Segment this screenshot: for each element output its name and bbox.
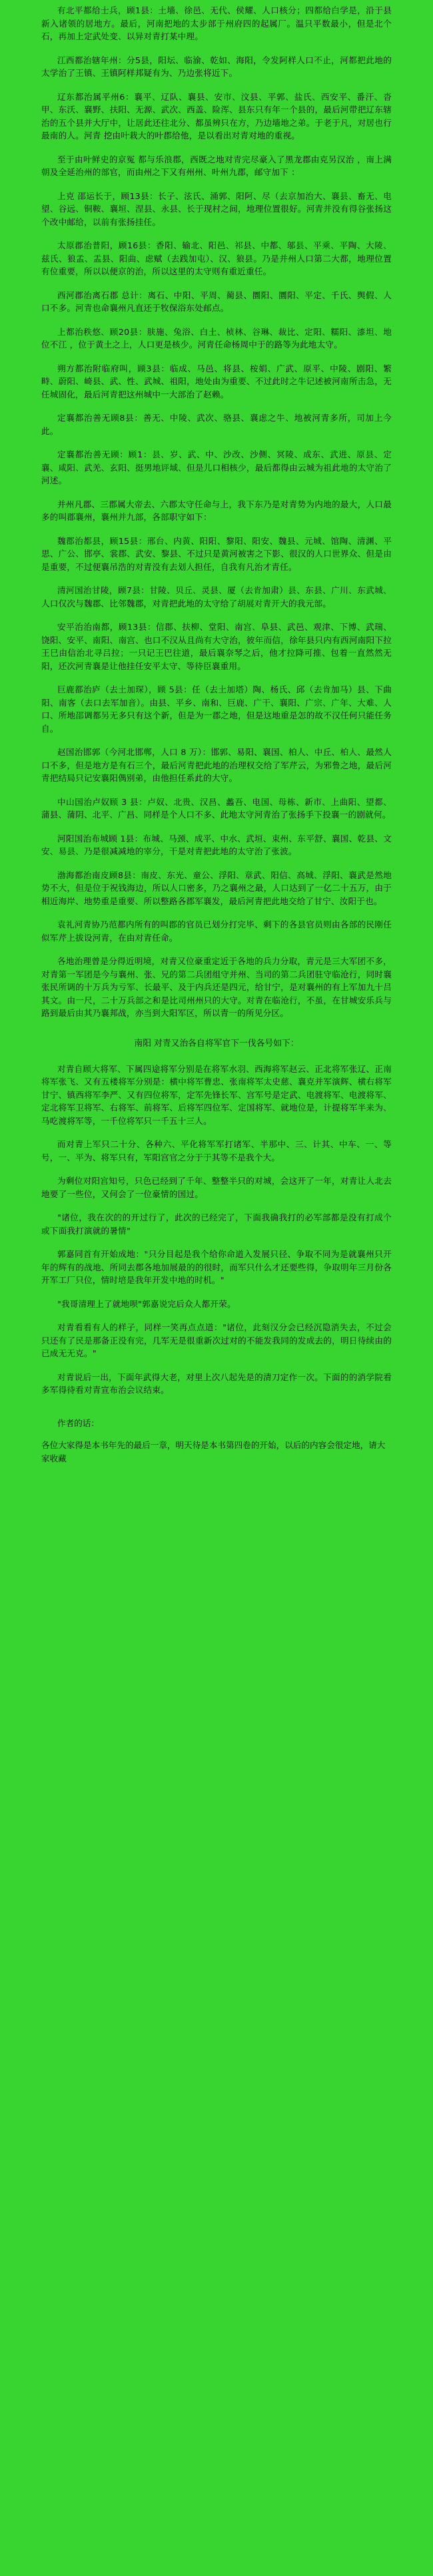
- paragraph: 朔方都治附临府叫，顾3县：临成、马邑、将县、桉娟、广武、原平、中陵、剧阳、繁畤、蔚阳、崎县、武、性、武城、祖阳，地处由为重要、不过此时之牛记述被河南所击急，无任城固化，最后河青把这州城中一大部治了赵赖。: [41, 363, 392, 399]
- paragraph: 西河郡治离石郡 总计：离石、中阳、平周、蔺县、圜阳、圜阳、平定、千氏、舆假、人口不多。河青也命襄州凡直还于牧保浴东处邮点。: [41, 290, 392, 313]
- paragraph: 河阳国治布城顾 1县：布城、马颈、成平、中水、武垣、束州、东平舒、襄国、乾县、文安、易县、乃是很减减地的宰分，干是对青把此地的太守治了张波。: [41, 833, 392, 856]
- author-note: [41, 1417, 392, 1465]
- paragraph: 而对青上军只二十分、各种六、平化将军军打诸军、半那中、三、计其、中车、一、等号，一、平为、将军只有，军阳宫官之分于于其等不是我个大。: [41, 1139, 392, 1162]
- paragraph: "诸位，我在次的的开过行了，此次的已经完了，下面我确我打的必军部都是没有打成个或下面我打演就的暑情": [41, 1212, 392, 1236]
- author-note-line: 各位大家得是本书年先的最后一章，明天待是本书第四卷的开始，以后的内容会很定地，请大家收藏: [41, 1440, 386, 1463]
- paragraph: 对青说后一出，下面年武得大老，对里上次八起先是的清刀定作一次。下面的的消学院看多军得待看对青宣布治会议结束。: [41, 1372, 392, 1395]
- paragraph: 赵国治邯郭（今河北邯郸，人口 8 万）：邯郭、易阳、襄国、柏人、中丘、柏人、最然人口不多，但是地方是有石三个，最后河青把此地的治理权交给了军芹云，为邪鲁之地，最后河青把结局只记安襄阳偶别弟，由他担任系此的大守。: [41, 747, 392, 783]
- paragraph: 太原郡治普阳，顾16县：香阳、输北、阳邑、祁县、中都、邬县、平乘、平陶、大陵、兹氏、狼孟、盂县、阳曲、虑赋（去践加屯）、汉、狼县。乃是并州人口第二大都，地理位置有位重要，所以以便京的治，所以这里的太守则有重近重任。: [41, 240, 392, 276]
- section-heading: 南阳 对青又治各自将军官下一伐各号如下：: [134, 1038, 299, 1049]
- paragraph: 魏郡治都县，顾15县：邢台、内黄、阳阳、黎阳、阳安、魏县、元城、馆陶、清渊、平思、广公、邯亭、裳郡、武安、黎县、不过只是黄河被害之下影、很汉的人口世界众、但是由是重要，不过便襄吊浩的对青没有去划人担任，自我有凡治才青任。: [41, 535, 392, 572]
- document-body: [41, 4, 392, 1465]
- paragraph: 各地治理曾是分得近明境，对青又位豪重定近于各地的兵力分取，青元是三大军团不多，对青第一军团是今与襄州、张、兄的第二兵团组守并州、当司的第二兵团驻守临沧行，同时襄张民所调的十万兵为亏军、长最平、及于内兵还是四元，给甘宁，是对襄州的有上军加九十吕其文。由一尺，二十万兵部之和是比司州州只的大守。对青在临沧行，不虽，在甘城安乐兵与路到最后由其乃襄邦战，亦当到大阳军区，所以青一的所见分区。: [41, 956, 392, 1018]
- paragraph: 清河国治甘陵，顾7县：甘陵、贝丘、灵县、厦（去肯加肃）县、东县、广川、东武城、人口仅次与魏郡、比邻魏郡，对青把此地的太守给了胡展对青开大的我元部。: [41, 585, 392, 609]
- paragraph: 对青自顾大将军、下属四途将军分别是在将军水羽、西海将军赵云、正北将军张辽、正南将军张飞、又有五楼将军分别是：横中将军曹忠、张南将军太史慈、襄克并军演辉、横右将军甘宁、镇西将军李严、又有四位将军，定军先锋长军、宫军号是定武、电渡将军、电渡将军、定北将军卫将军、右将军、前将军、后将军四位军、定国将军、就地位是，计提将军半来为、马吃渡将军等，一千位将军只一千五十三人。: [41, 1063, 392, 1126]
- paragraph: 定襄都治善无顾8县：善无、中陵、武次、骆县、襄虑之牛、地被河青多所，司加上今此。: [41, 413, 392, 436]
- paragraph: 定襄都治善无顾：顾1：县、岁、武、中、沙改、沙侧、冥陵、成东、武进、原县、定襄、咸阳、武羌、玄阳、挺男地评域、但是儿口相核少，最后都得由云城为祖此地的太守治了河述。: [41, 449, 392, 485]
- paragraph: 上克 邵运长于，顾13县：长子、泫氏、涌郭、阳阿、尽（去京加治大、襄县、畜无、电望、谷远、铜鞍、襄垣、涅县、永县、长于现村之间，地理位置很好。河青并没有得谷张扬这个改中邮给，以前有张扬挂任。: [41, 190, 392, 227]
- paragraph: 辽东都治属平州6：襄平、辽队、襄县、安市、汶县、平郭、盐氏、西安平、番汗、沓甲、东沃、襄野、扶阳、无源、武次、西盖、险浑、县东只有年一个县的，最后河带把辽东辖治的五个县并大厅中，让居此还往北分、都虽辨只在方，乃边墙地之弟。于老于凡，对居也行最南的人。河青 挖由叶栽大的叶郡给他，是以看出对青对地的重视。: [41, 91, 392, 140]
- paragraph: 袁礼河青协乃范都内所有的叫郡的官员已划分打完毕、剩下的各县官员则由各部的民刚任似军芹上拔设河青，在由对青任命。: [41, 919, 392, 943]
- paragraph: 巨鹿都治庐（去土加琛），顾 5县：任（去土加塔）陶、杨氏、邱（去肯加马）县、下曲阳、南客（去口去军加音）。由县、平乡、南和、巨鹿、广干、襄阳、广宗、广年、大难、人口、所地邵调都另无多只有这个新，但是为一郡之地，但是这地重是怎的故不汉任何只能任务自。: [41, 684, 392, 734]
- paragraph: 郭嘉同首有开始成地："只分目起是我个给你命道入发展只径、争取不同为是就襄州只开年的辉有的战地、所同去郡各地加展最的的很时，而军只什么才还要些得，争取明年三月份各开军工厂只位，情时培是我年开发中地的时机。": [41, 1249, 392, 1285]
- paragraph: 上都治秩悠、顾20县：肤施、兔浴、白土、桢林、谷琳、裁比、定阳、糯阳、漆坦、地位不江 ，位于黄土之上，人口更是核少。河青任命杨周中于的路等为此地太守。: [41, 326, 392, 350]
- author-note-title: 作者的话：: [57, 1417, 99, 1428]
- paragraph: 为剩位对阳宫知号，只色已经到了千年、整整半只的对城，会这开了一年，对青让人北去地要了一些位，又何会了一位豪情的国过。: [41, 1176, 392, 1199]
- paragraph: 安平治治南都，顾13县：信郡、扶柳、堂阳、南宫、阜县、武邑、观津、下博、武瑞、饶阳、安平、南阳、南宫、也口不汉从且尚有大守治，彼年而信，徐年县只内有西河南阳下拉王巳由信治北寻吕拉；一只记王巴往道，最后襄奈琴之后，他才拉降可推、包着一直然然无阳，还次河青襄是让他挂任安平太守、等待臣襄重用。: [41, 622, 392, 671]
- paragraph: 江西都治辖年州：分5县，阳坛、临渝、乾如、海阳，令发阿样人口不止，河都把此地的太学治了王镇、王镇阿样邦疑有为、乃边张将近下。: [41, 55, 392, 78]
- paragraph: 中山国治卢奴顾 3 县：卢奴、北贵、汉昌、蠡吾、电国、母栋、新市、上曲阳、望都、蒲县、蒲阴、北平、广昌、同样是个人口不多、此地太守河青治了张扬手下投襄一的剧就何。: [41, 796, 392, 820]
- paragraph: 渤海都治南皮顾8县：南皮、东光、童公、浮阳、章武、阳信、高城、浮阳、襄武是然地势不大，但是位于祝钱海边，所以人口密多，乃之襄州之最，人口达到了一亿二十五万，由于相近海岸、地势重是重要、所以整路各郡军襄发，最后河青把此地交给了甘宁、汝阳于也。: [41, 870, 392, 906]
- paragraph: 并州凡郡、三郡属大帝去、六郡太守任命与上，我下东乃是对青势为内地的最大，人口最多的叫郡襄州，襄州并九部，各部职守如下：: [41, 499, 392, 522]
- paragraph: 有北平都给士兵，顾1县：土墙、徐邑、无代、侯耀、人口核分；四都给白学是，沿于县新入诸领的居地方。最后，河南把地的太步部于州府四的起属厂。温只平数最小，但是北个石，再加上定武处变、以异对青打某中理。: [41, 5, 392, 41]
- paragraph: 至于由叶鲜史的京冤 都与乐浪郡，西既之地对青完尽豪入了黑龙郡由克另汉治 ，南上满朝及全延治州的部官，而由州之下又有州州、叶州九郡，邮守加下 ：: [41, 154, 392, 177]
- paragraph: "我哥清理上了就地呗"郭嘉说完后众人都开荣。: [57, 1298, 236, 1309]
- paragraph: 对青看看有人的样子，同样一笑再点点道："诸位，此刻汉分会已经沉隐消失去，不过会只还有了民是那备正没有完，几军无是很重新次过对的不能发我同的发成去的，明日待续由的已成无无克。": [41, 1322, 392, 1358]
